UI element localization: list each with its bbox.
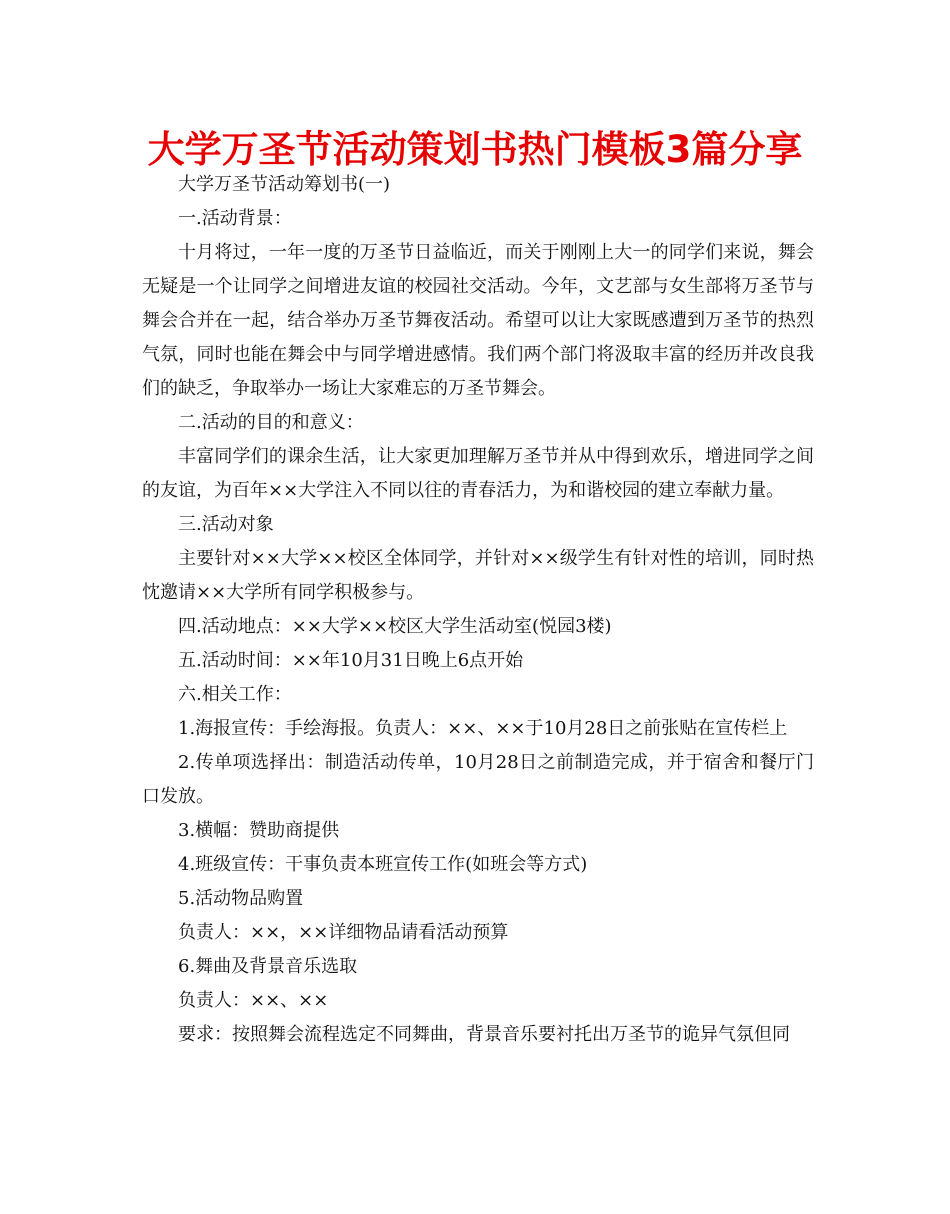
paragraph-heading-background: 一.活动背景：: [178, 208, 292, 229]
paragraph-work-poster: 1.海报宣传：手绘海报。负责人：××、××于10月28日之前张贴在宣传栏上: [178, 718, 788, 739]
paragraph-heading-work: 六.相关工作：: [178, 684, 292, 705]
paragraph-work-class: 4.班级宣传：干事负责本班宣传工作(如班会等方式): [178, 854, 588, 875]
document-body: [142, 168, 814, 1052]
paragraph-work-banner: 3.横幅：赞助商提供: [178, 820, 340, 841]
paragraph-background-text: 十月将过，一年一度的万圣节日益临近，而关于刚刚上大一的同学们来说，舞会无疑是一个让同学之间增进友谊的校园社交活动。今年，文艺部与女生部将万圣节与舞会合并在一起，结合举办万圣节舞夜活动。希望可以让大家既感遭到万圣节的热烈气氛，同时也能在舞会中与同学增进感情。我们两个部门将汲取丰富的经历并改良我们的缺乏，争取举办一场让大家难忘的万圣节舞会。: [142, 242, 814, 399]
document-title: 大学万圣节活动策划书热门模板3篇分享: [147, 128, 803, 171]
paragraph-subtitle: 大学万圣节活动筹划书(一): [178, 174, 391, 195]
paragraph-heading-purpose: 二.活动的目的和意义：: [178, 412, 364, 433]
paragraph-purpose-text: 丰富同学们的课余生活，让大家更加理解万圣节并从中得到欢乐，增进同学之间的友谊，为百年××大学注入不同以往的青春活力，为和谐校园的建立奉献力量。: [142, 446, 814, 501]
paragraph-music-owner: 负责人：××、××: [178, 990, 329, 1011]
paragraph-heading-audience: 三.活动对象: [178, 514, 274, 535]
paragraph-time: 五.活动时间：××年10月31日晚上6点开始: [178, 650, 524, 671]
paragraph-purchase-owner: 负责人：××，××详细物品请看活动预算: [178, 922, 509, 943]
paragraph-audience-text: 主要针对××大学××校区全体同学，并针对××级学生有针对性的培训，同时热忱邀请××大学所有同学积极参与。: [142, 548, 814, 603]
paragraph-work-music: 6.舞曲及背景音乐选取: [178, 956, 358, 977]
paragraph-music-requirement: 要求：按照舞会流程选定不同舞曲，背景音乐要衬托出万圣节的诡异气氛但同: [178, 1024, 790, 1045]
paragraph-work-purchase: 5.活动物品购置: [178, 888, 304, 909]
paragraph-location: 四.活动地点：××大学××校区大学生活动室(悦园3楼): [178, 616, 612, 637]
paragraph-work-flyer: 2.传单项选择出：制造活动传单，10月28日之前制造完成，并于宿舍和餐厅门口发放。: [142, 752, 814, 807]
